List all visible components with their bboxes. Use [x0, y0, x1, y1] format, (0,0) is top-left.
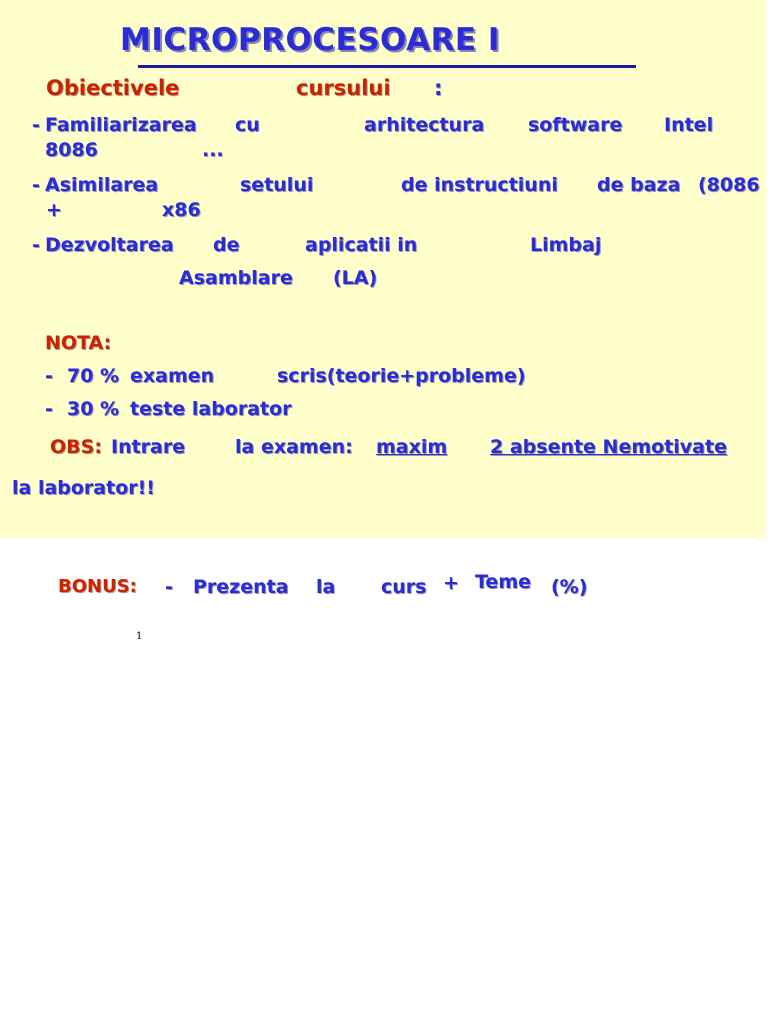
obs-label: OBS: — [50, 436, 102, 458]
bullet-3-line2-word: (LA) — [333, 267, 378, 289]
bullet-1-line2-word: ... — [202, 139, 224, 161]
bullet-3-dash: - — [32, 234, 40, 256]
bullet-2-word: Asimilarea — [45, 174, 159, 196]
nota-item-text: scris(teorie+probleme) — [277, 365, 526, 387]
bullet-2-line2-word: x86 — [162, 199, 201, 221]
obs-text: la examen: — [235, 436, 353, 458]
bullet-2-dash: - — [32, 174, 40, 196]
page-number: 1 — [136, 631, 143, 642]
bullet-1-word: arhitectura — [364, 114, 485, 136]
bullet-1-line2-word: 8086 — [45, 139, 98, 161]
nota-item-percent: 30 % — [67, 398, 120, 420]
nota-item-percent: 70 % — [67, 365, 120, 387]
bonus-dash: - — [165, 576, 173, 598]
bonus-word: Prezenta — [193, 576, 289, 598]
nota-item-text: teste laborator — [130, 398, 292, 420]
bullet-2-line2-word: + — [46, 199, 62, 221]
bullet-3-word: Limbaj — [530, 234, 602, 256]
objectives-heading-word2: cursului — [296, 76, 391, 100]
bonus-label: BONUS: — [58, 576, 137, 597]
bullet-3-word: Dezvoltarea — [45, 234, 174, 256]
bonus-plus: + — [443, 572, 459, 594]
bullet-1-word: Familiarizarea — [45, 114, 197, 136]
bullet-1-word: Intel — [664, 114, 714, 136]
bonus-word: curs — [381, 576, 427, 598]
bullet-2-word: de instructiuni — [401, 174, 558, 196]
bullet-3-line2-word: Asamblare — [179, 267, 293, 289]
bullet-2-word: (8086 — [698, 174, 760, 196]
slide-title: MICROPROCESOARE I — [120, 22, 500, 58]
bullet-1-dash: - — [32, 114, 40, 136]
nota-label: NOTA: — [45, 332, 112, 354]
bonus-word: la — [316, 576, 336, 598]
obs-line2: la laborator!! — [12, 477, 155, 499]
bullet-3-word: de — [213, 234, 240, 256]
objectives-heading-word1: Obiectivele — [46, 76, 180, 100]
bullet-3-word: aplicatii in — [305, 234, 418, 256]
obs-underlined-text: maxim — [376, 436, 448, 458]
bullet-1-word: software — [528, 114, 623, 136]
obs-underlined-text: 2 absente Nemotivate — [490, 436, 727, 458]
objectives-heading-colon: : — [434, 76, 443, 100]
bonus-word: (%) — [551, 576, 588, 598]
nota-item-text: examen — [130, 365, 215, 387]
bullet-2-word: setului — [240, 174, 314, 196]
nota-item-dash: - — [45, 365, 53, 387]
bonus-word: Teme — [475, 571, 532, 593]
nota-item-dash: - — [45, 398, 53, 420]
title-underline — [138, 65, 636, 68]
bullet-2-word: de baza — [597, 174, 681, 196]
obs-text: Intrare — [111, 436, 186, 458]
bullet-1-word: cu — [235, 114, 260, 136]
